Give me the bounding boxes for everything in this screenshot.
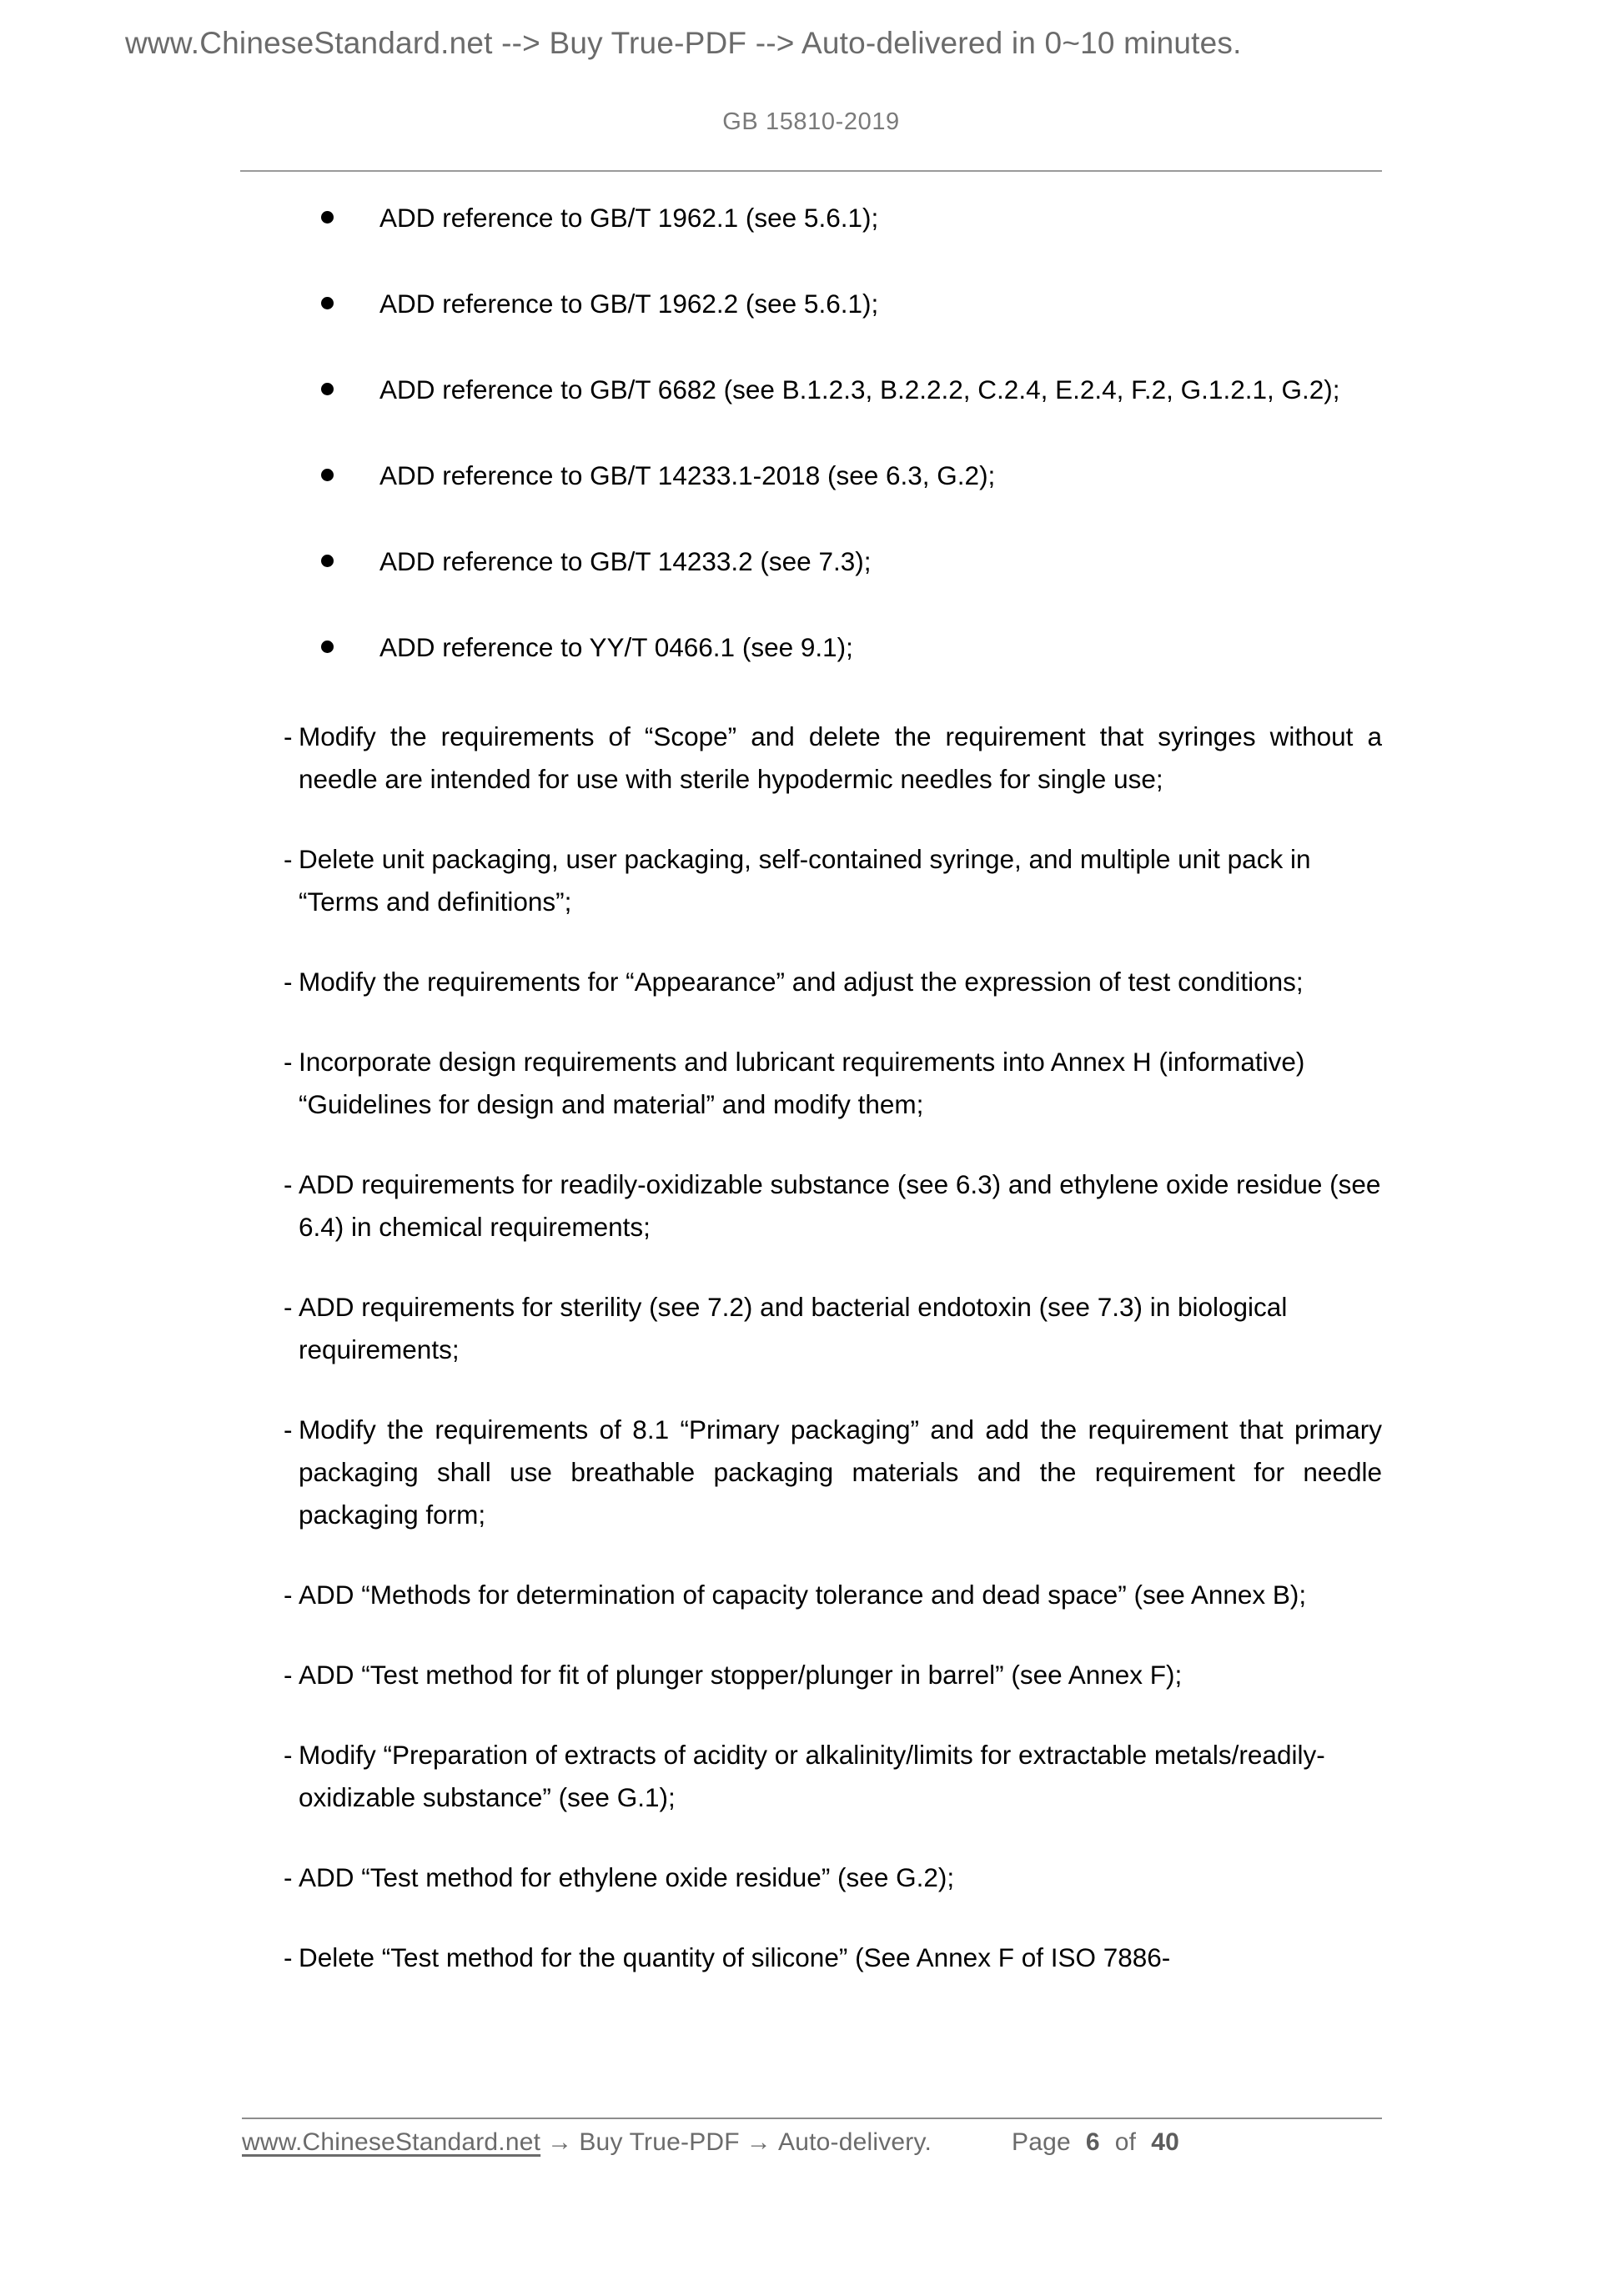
dash-marker: - [284,1047,293,1078]
list-item-text: ADD “Methods for determination of capacity tolerance and dead space” (see Annex B); [299,1580,1307,1610]
bullet-dot-icon [321,383,334,395]
promo-header: www.ChineseStandard.net --> Buy True-PDF --> Auto-delivered in 0~10 minutes. [125,26,1242,60]
amendment-list [240,716,1382,1979]
list-item [240,1734,1382,1819]
bullet-dot-icon [321,555,334,567]
list-item-text: ADD “Test method for fit of plunger stopper/plunger in barrel” (see Annex F); [299,1660,1183,1691]
list-item [240,626,1382,669]
bullet-dot-icon [321,469,334,481]
list-item-text: ADD reference to GB/T 14233.2 (see 7.3); [379,546,872,577]
page-indicator [1012,2128,1179,2157]
list-item-text: ADD requirements for sterility (see 7.2) and bacterial endotoxin (see 7.3) in biological requirements; [299,1292,1288,1365]
dash-marker: - [284,844,293,875]
list-item [240,540,1382,583]
list-item [240,1163,1382,1248]
list-item-text: Delete unit packaging, user packaging, self-contained syringe, and multiple unit pack in “Terms and definitions”; [299,844,1311,917]
footer-buy-label: Buy True-PDF [579,2128,740,2156]
list-item [240,197,1382,239]
list-item-text: ADD requirements for readily-oxidizable substance (see 6.3) and ethylene oxide residue (see 6.4) in chemical requirements; [299,1169,1381,1243]
list-item [240,283,1382,325]
dash-marker: - [284,1169,293,1200]
list-item [240,1286,1382,1371]
list-item-text: ADD reference to GB/T 6682 (see B.1.2.3, B.2.2.2, C.2.4, E.2.4, F.2, G.1.2.1, G.2); [379,374,1340,405]
list-item-text: ADD reference to YY/T 0466.1 (see 9.1); [379,632,853,663]
list-item [240,1041,1382,1126]
dash-marker: - [284,1740,293,1771]
list-item [240,1937,1382,1979]
list-item-text: Modify the requirements for “Appearance” and adjust the expression of test conditions; [299,967,1304,997]
footer-site-link[interactable]: www.ChineseStandard.net [242,2128,541,2156]
page-total: 40 [1151,2128,1179,2156]
list-item-text: Delete “Test method for the quantity of silicone” (See Annex F of ISO 7886- [299,1942,1171,1973]
list-item [240,369,1382,411]
dash-marker: - [284,1660,293,1691]
list-item-text: ADD reference to GB/T 1962.2 (see 5.6.1); [379,289,879,319]
bullet-dot-icon [321,211,334,224]
page-content [240,197,1382,1979]
list-item [240,838,1382,923]
page-label: Page [1012,2128,1071,2156]
dash-marker: - [284,1292,293,1323]
dash-marker: - [284,1942,293,1973]
of-label: of [1114,2128,1137,2156]
list-item [240,716,1382,801]
arrow-right-icon: → [746,2128,771,2156]
list-item-text: ADD reference to GB/T 1962.1 (see 5.6.1); [379,203,879,233]
list-item [240,1654,1382,1696]
dash-marker: - [284,1580,293,1610]
list-item [240,455,1382,497]
dash-marker: - [284,967,293,997]
dash-marker: - [284,1414,293,1445]
list-item [240,1409,1382,1536]
list-item [240,961,1382,1003]
dash-marker: - [284,721,293,752]
header-divider [240,170,1382,172]
list-item-text: ADD reference to GB/T 14233.1-2018 (see 6.3, G.2); [379,460,996,491]
list-item-text: ADD “Test method for ethylene oxide residue” (see G.2); [299,1862,955,1893]
footer-divider [242,2118,1382,2119]
bullet-dot-icon [321,297,334,309]
list-item-text: Incorporate design requirements and lubricant requirements into Annex H (informative) “Guidelines for design and material” and modify them; [299,1047,1305,1120]
page-footer [242,2128,1382,2157]
dash-marker: - [284,1862,293,1893]
list-item-text: Modify the requirements of “Scope” and delete the requirement that syringes without a needle are intended for use with sterile hypodermic needles for single use; [299,721,1382,795]
list-item-text: Modify the requirements of 8.1 “Primary packaging” and add the requirement that primary packaging shall use breathable packaging materials and the requirement for needle packaging form; [299,1414,1382,1530]
footer-delivery-label: Auto-delivery. [778,2128,932,2156]
bullet-dot-icon [321,641,334,653]
standard-number: GB 15810-2019 [722,108,900,135]
list-item-text: Modify “Preparation of extracts of acidity or alkalinity/limits for extractable metals/readily-oxidizable substance” (see G.1); [299,1740,1325,1813]
page-number: 6 [1085,2128,1100,2156]
reference-bullet-list [240,197,1382,669]
arrow-right-icon: → [547,2128,573,2156]
list-item [240,1574,1382,1616]
list-item [240,1856,1382,1899]
